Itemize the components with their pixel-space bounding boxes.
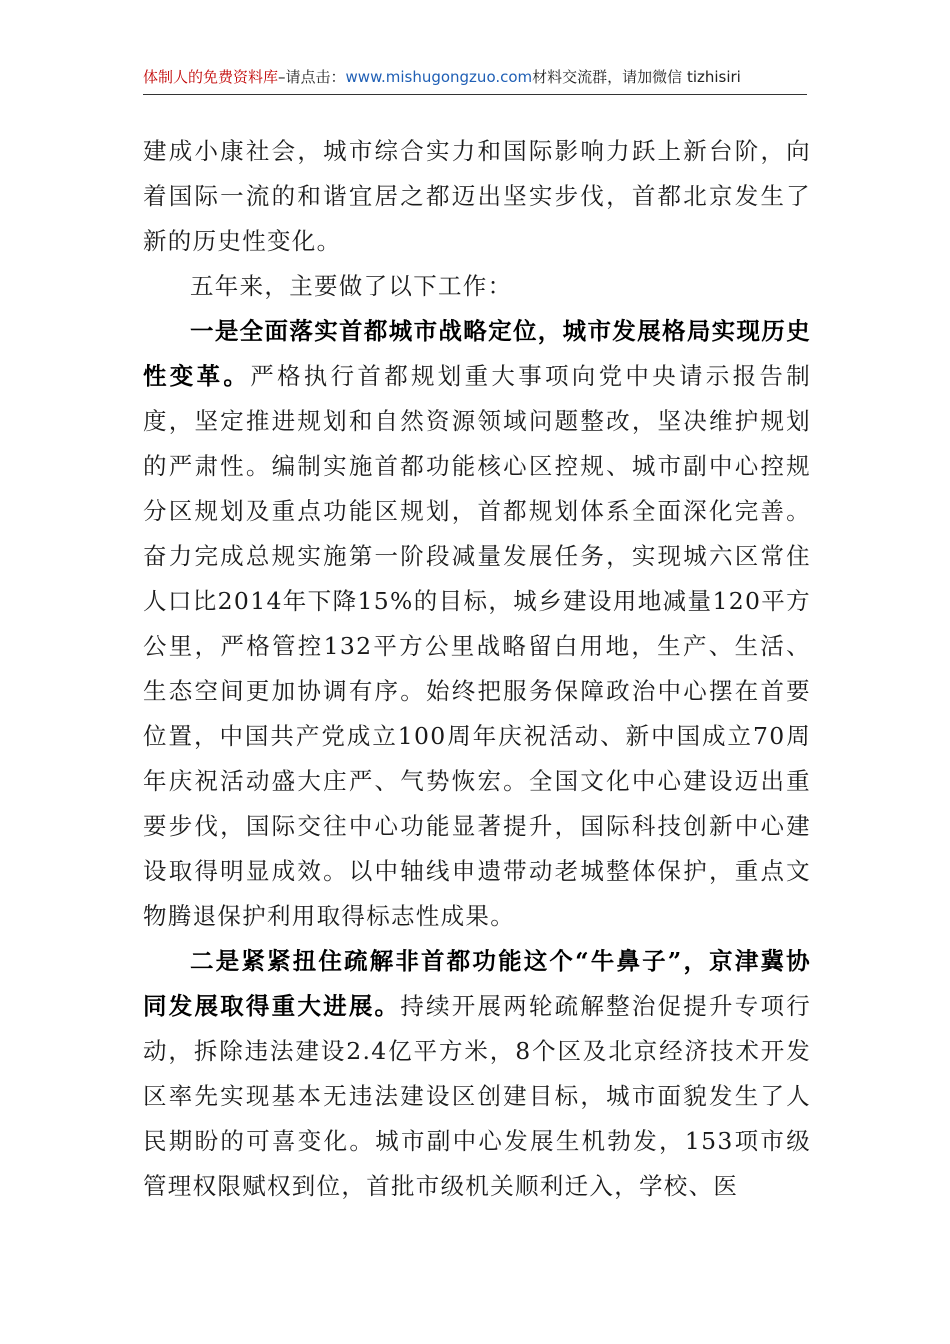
header-brand: 体制人的免费资料库 [143, 68, 279, 86]
header-prompt: –请点击： [278, 68, 346, 86]
header-note: 材料交流群，请加微信 tizhisiri [532, 68, 741, 86]
header-website-link[interactable]: www.mishugongzuo.com [345, 68, 533, 86]
paragraph-text: 严格执行首都规划重大事项向党中央请示报告制度，坚定推进规划和自然资源领域问题整改，坚决维护规划的严肃性。编制实施首都功能核心区控规、城市副中心控规分区规划及重点功能区规划，首都规划体系全面深化完善。奋力完成总规实施第一阶段减量发展任务，实现城六区常住人口比2014年下降15%的目标，城乡建设用地减量120平方公里，严格管控132平方公里战略留白用地，生产、生活、生态空间更加协调有序。始终把服务保障政治中心摆在首要位置，中国共产党成立100周年庆祝活动、新中国成立70周年庆祝活动盛大庄严、气势恢宏。全国文化中心建设迈出重要步伐，国际交往中心功能显著提升，国际科技创新中心建设取得明显成效。以中轴线申遗带动老城整体保护，重点文物腾退保护利用取得标志性成果。 [143, 362, 811, 930]
paragraph-continuation [143, 129, 811, 264]
paragraph-point-two [143, 939, 811, 1209]
page-header [143, 66, 807, 95]
paragraph-text: 持续开展两轮疏解整治促提升专项行动，拆除违法建设2.4亿平方米，8个区及北京经济技术开发区率先实现基本无违法建设区创建目标，城市面貌发生了人民期盼的可喜变化。城市副中心发展生机勃发，153项市级管理权限赋权到位，首批市级机关顺利迁入，学校、医 [143, 992, 811, 1200]
paragraph-text: 建成小康社会，城市综合实力和国际影响力跃上新台阶，向着国际一流的和谐宜居之都迈出坚实步伐，首都北京发生了新的历史性变化。 [143, 137, 811, 255]
paragraph-intro [143, 264, 811, 309]
paragraph-point-one [143, 309, 811, 939]
paragraph-lead: 二是紧紧扭住疏解非首都功能这个“牛鼻子”，京津冀协同发展取得重大进展。 [143, 947, 811, 1020]
paragraph-text: 五年来，主要做了以下工作： [190, 272, 513, 300]
paragraph-lead: 一是全面落实首都城市战略定位，城市发展格局实现历史性变革。 [143, 317, 811, 390]
document-body [143, 129, 811, 1209]
